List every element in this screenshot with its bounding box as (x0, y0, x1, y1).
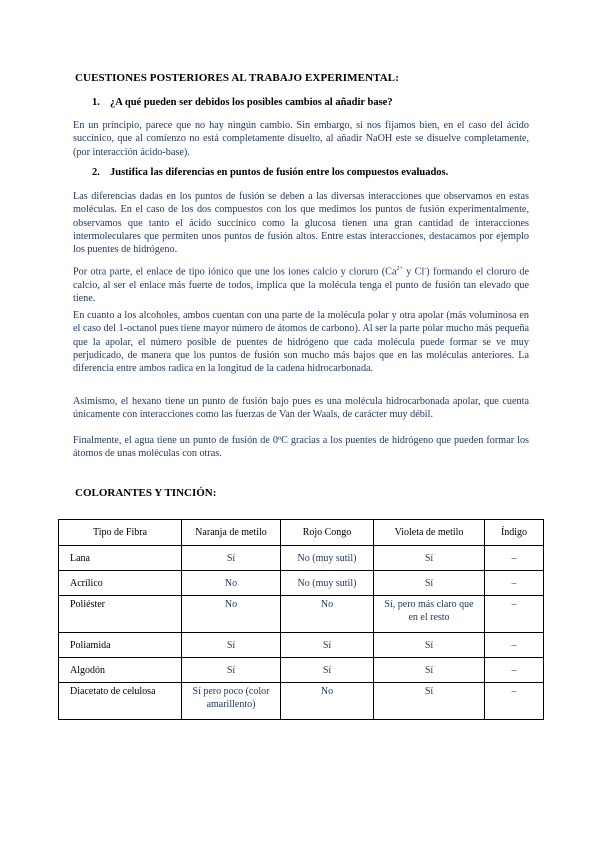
table-row (59, 546, 544, 571)
header-methyl-violet: Violeta de metilo (374, 520, 485, 546)
cell-methyl-orange: No (182, 596, 281, 633)
question-1 (92, 97, 393, 108)
cell-methyl-orange: No (182, 571, 281, 596)
cell-fiber: Algodón (59, 658, 182, 683)
cell-fiber: Acrílico (59, 571, 182, 596)
answer-2-paragraph-5: Finalmente, el agua tiene un punto de fusión de 0ºC gracias a los puentes de hidrógeno que pueden formar los átomos de unas moléculas con otras. (73, 435, 529, 460)
cell-methyl-violet: Sí, pero más claro que en el resto (374, 596, 485, 633)
cell-methyl-orange: Sí (182, 633, 281, 658)
cell-congo-red: No (281, 596, 374, 633)
cell-methyl-violet: Sí (374, 571, 485, 596)
header-indigo: Índigo (485, 520, 544, 546)
cell-fiber: Diacetato de celulosa (59, 683, 182, 720)
calcium-charge-superscript: 2+ (396, 266, 403, 272)
table-row (59, 596, 544, 633)
cell-indigo: – (485, 658, 544, 683)
question-1-number: 1. (92, 97, 100, 108)
cell-fiber: Poliéster (59, 596, 182, 633)
cell-indigo: – (485, 683, 544, 720)
table-header-row (59, 520, 544, 546)
answer-2-paragraph-2 (73, 263, 529, 305)
cell-congo-red: Sí (281, 658, 374, 683)
cell-indigo: – (485, 571, 544, 596)
answer-1-paragraph: En un principio, parece que no hay ningún cambio. Sin embargo, si nos fijamos bien, en el caso del ácido succínico, que al comienzo no está completamente disuelto, al añadir NaOH este se disuelve completamente, (por interacción ácido-base). (73, 120, 529, 158)
table-row (59, 571, 544, 596)
question-2 (92, 167, 448, 178)
answer-2-paragraph-1: Las diferencias dadas en los puntos de fusión se deben a las diversas interacciones que observamos en estas moléculas. En el caso de los dos compuestos con los que medimos los puntos de fusión experimentalmente, observamos que tanto el ácido succínico como la glucosa tienen una gran cantidad de interacciones intermoleculares que permiten unos puntos de fusión altos. Entre estas interacciones, destacamos por ejemplo los puentes de hidrógeno. (73, 191, 529, 256)
question-2-text: Justifica las diferencias en puntos de fusión entre los compuestos evaluados. (110, 167, 449, 178)
dye-fiber-table (58, 519, 544, 720)
cell-methyl-violet: Sí (374, 683, 485, 720)
answer-2-paragraph-3: En cuanto a los alcoholes, ambos cuentan con una parte de la molécula polar y otra apolar (más voluminosa en el caso del 1-octanol pues tiene mayor número de átomos de carbono). Al ser la parte polar mucho más pequeña que la apolar, el número posible de puentes de hidrógeno que cada molécula puede formar se ve muy perjudicado, de manera que los puntos de fusión son mucho más bajos que en las moléculas anteriores. La diferencia entre ambos radica en la longitud de la cadena hidrocarbonada. (73, 310, 530, 375)
cell-fiber: Lana (59, 546, 182, 571)
cell-fiber: Poliamida (59, 633, 182, 658)
cell-indigo: – (485, 596, 544, 633)
cell-congo-red: No (muy sutil) (281, 546, 374, 571)
section-heading-questions: CUESTIONES POSTERIORES AL TRABAJO EXPERIMENTAL: (75, 72, 399, 84)
cell-methyl-orange: Sí pero poco (color amarillento) (182, 683, 281, 720)
table-row (59, 683, 544, 720)
table-row (59, 658, 544, 683)
answer-2-p2-text-b: y Cl (402, 266, 425, 278)
section-heading-dyes: COLORANTES Y TINCIÓN: (75, 487, 217, 499)
cell-indigo: – (485, 633, 544, 658)
header-methyl-orange: Naranja de metilo (182, 520, 281, 546)
cell-methyl-violet: Sí (374, 658, 485, 683)
cell-methyl-orange: Sí (182, 546, 281, 571)
answer-2-p2-text-a: Por otra parte, el enlace de tipo iónico que une los iones calcio y cloruro (Ca (73, 266, 397, 278)
question-1-text: ¿A qué pueden ser debidos los posibles cambios al añadir base? (110, 97, 393, 108)
cell-methyl-violet: Sí (374, 546, 485, 571)
question-2-number: 2. (92, 167, 100, 178)
cell-congo-red: No (281, 683, 374, 720)
cell-congo-red: Sí (281, 633, 374, 658)
answer-2-paragraph-4: Asimismo, el hexano tiene un punto de fusión bajo pues es una molécula hidrocarbonada apolar, que cuenta únicamente con interacciones como las fuerzas de Van der Waals, de carácter muy débil. (73, 396, 529, 421)
header-fiber-type: Tipo de Fibra (59, 520, 182, 546)
cell-methyl-orange: Sí (182, 658, 281, 683)
cell-methyl-violet: Sí (374, 633, 485, 658)
cell-congo-red: No (muy sutil) (281, 571, 374, 596)
cell-indigo: – (485, 546, 544, 571)
header-congo-red: Rojo Congo (281, 520, 374, 546)
table-row (59, 633, 544, 658)
chloride-charge-superscript: - (424, 266, 427, 272)
answer-2-p2-text-c: ) formando el cloruro de calcio, al ser el enlace más fuerte de todos, implica que la molécula tenga el punto de fusión tan elevado que tiene. (73, 266, 529, 304)
